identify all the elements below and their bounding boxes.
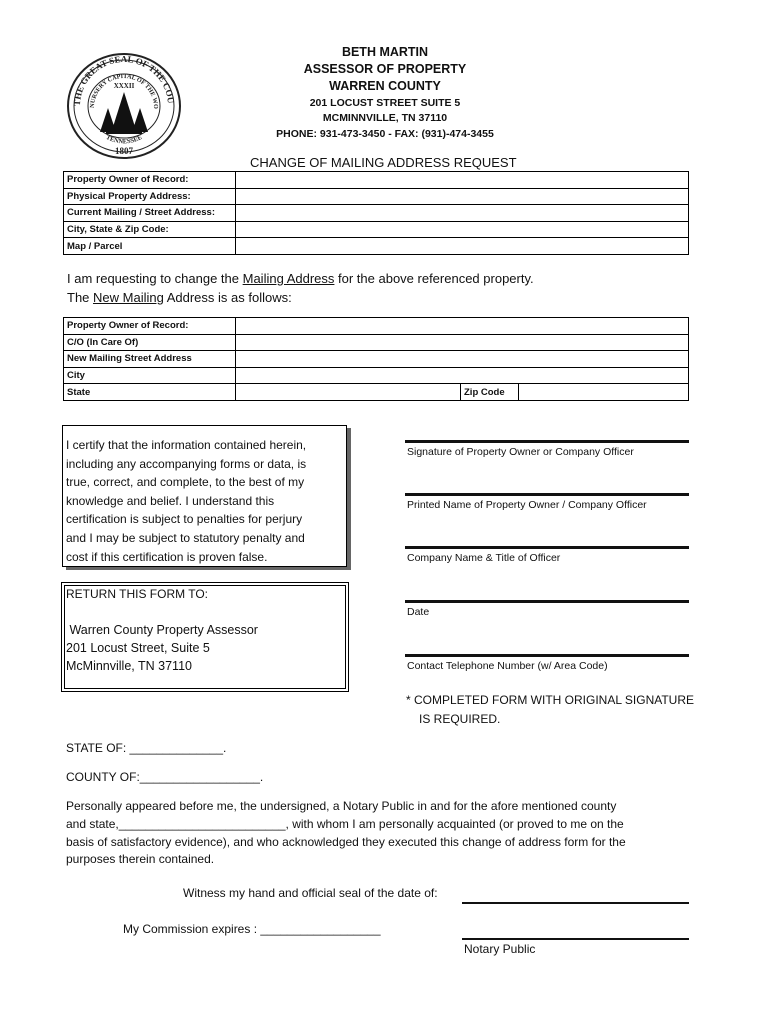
field-label: Physical Property Address: bbox=[64, 188, 236, 205]
cert-line: and I may be subject to statutory penalty and bbox=[66, 530, 305, 545]
mailing-address-emphasis: Mailing Address bbox=[242, 271, 335, 286]
field-input[interactable] bbox=[236, 318, 689, 335]
return-box-inner bbox=[64, 585, 346, 689]
request-text: for the above referenced property. bbox=[334, 271, 534, 286]
return-line-3: McMinnville, TN 37110 bbox=[66, 659, 192, 673]
office-street: 201 LOCUST STREET SUITE 5 bbox=[309, 97, 461, 109]
return-line-1: Warren County Property Assessor bbox=[66, 623, 258, 637]
notary-public-label: Notary Public bbox=[464, 942, 536, 956]
company-title-label: Company Name & Title of Officer bbox=[407, 552, 561, 564]
cert-line: knowledge and belief. I understand this bbox=[66, 493, 275, 508]
notice-line-1: * COMPLETED FORM WITH ORIGINAL SIGNATURE bbox=[406, 693, 695, 707]
field-label: State bbox=[64, 384, 236, 401]
certification-box bbox=[62, 425, 347, 567]
field-label: Map / Parcel bbox=[64, 238, 236, 255]
request-text: The bbox=[67, 290, 94, 305]
request-text: Address is as follows: bbox=[163, 290, 292, 305]
field-label: City bbox=[64, 367, 236, 384]
printed-name-line[interactable] bbox=[405, 493, 689, 496]
state-input[interactable] bbox=[236, 384, 461, 401]
new-address-table bbox=[63, 317, 689, 401]
field-label: City, State & Zip Code: bbox=[64, 221, 236, 238]
request-line-1 bbox=[67, 271, 534, 286]
zip-input[interactable] bbox=[519, 384, 689, 401]
field-input[interactable] bbox=[236, 221, 689, 238]
assessor-name: BETH MARTIN bbox=[341, 45, 429, 59]
commission-expires: My Commission expires : __________________ bbox=[123, 922, 381, 936]
field-input[interactable] bbox=[236, 351, 689, 368]
notary-signature-line[interactable] bbox=[462, 938, 689, 940]
request-text: I am requesting to change the bbox=[67, 271, 243, 286]
cert-line: cost if this certification is proven false. bbox=[66, 549, 268, 564]
field-input[interactable] bbox=[236, 188, 689, 205]
table-row bbox=[64, 384, 689, 401]
table-row bbox=[64, 318, 689, 335]
seal-outer-text: THE GREAT SEAL OF THE COU bbox=[71, 53, 176, 107]
table-row bbox=[64, 172, 689, 189]
new-mailing-emphasis: New Mailing bbox=[93, 290, 164, 305]
form-title: CHANGE OF MAILING ADDRESS REQUEST bbox=[250, 155, 517, 170]
seal-state: TENNESSEE bbox=[104, 133, 144, 146]
cert-line: certification is subject to penalties for perjury bbox=[66, 512, 303, 527]
office-city: MCMINNVILLE, TN 37110 bbox=[322, 112, 448, 124]
table-row bbox=[64, 188, 689, 205]
seal-inner-text: NURSERY CAPITAL OF THE WO bbox=[88, 72, 160, 110]
return-box bbox=[61, 582, 349, 692]
notary-paragraph-3: basis of satisfactory evidence), and who acknowledged they executed this change of address form for the bbox=[66, 835, 626, 849]
notary-paragraph-2: and state,_________________________, with whom I am personally acquainted (or proved to me on the bbox=[66, 817, 624, 831]
table-row bbox=[64, 221, 689, 238]
office-phone: PHONE: 931-473-3450 - FAX: (931)-474-3455 bbox=[276, 128, 494, 140]
request-line-2 bbox=[67, 290, 292, 305]
assessor-county: WARREN COUNTY bbox=[329, 79, 441, 93]
zip-label: Zip Code bbox=[461, 384, 519, 401]
phone-line[interactable] bbox=[405, 654, 689, 657]
field-input[interactable] bbox=[236, 172, 689, 189]
field-label: C/O (In Care Of) bbox=[64, 334, 236, 351]
table-row bbox=[64, 334, 689, 351]
signature-line[interactable] bbox=[405, 440, 689, 443]
field-label: Property Owner of Record: bbox=[64, 172, 236, 189]
field-input[interactable] bbox=[236, 238, 689, 255]
field-input[interactable] bbox=[236, 205, 689, 222]
cert-line: true, correct, and complete, to the best of my bbox=[66, 475, 305, 490]
date-line[interactable] bbox=[405, 600, 689, 603]
assessor-office: ASSESSOR OF PROPERTY bbox=[303, 62, 467, 76]
seal-year: 1807 bbox=[115, 146, 133, 156]
cert-line: including any accompanying forms or data, is bbox=[66, 456, 307, 471]
return-title: RETURN THIS FORM TO: bbox=[66, 587, 209, 601]
return-line-2: 201 Locust Street, Suite 5 bbox=[66, 641, 210, 655]
table-row bbox=[64, 367, 689, 384]
signature-label: Signature of Property Owner or Company Officer bbox=[407, 446, 634, 458]
notary-county: COUNTY OF:__________________. bbox=[66, 770, 264, 784]
witness-text: Witness my hand and official seal of the date of: bbox=[183, 886, 438, 900]
notary-state: STATE OF: ______________. bbox=[66, 741, 227, 755]
company-title-line[interactable] bbox=[405, 546, 689, 549]
printed-name-label: Printed Name of Property Owner / Company Officer bbox=[407, 499, 647, 511]
field-input[interactable] bbox=[236, 367, 689, 384]
current-info-table bbox=[63, 171, 689, 255]
table-row bbox=[64, 205, 689, 222]
field-label: New Mailing Street Address bbox=[64, 351, 236, 368]
table-row bbox=[64, 351, 689, 368]
date-label: Date bbox=[407, 606, 430, 618]
notary-paragraph-4: purposes therein contained. bbox=[66, 852, 215, 866]
table-row bbox=[64, 238, 689, 255]
field-label: Property Owner of Record: bbox=[64, 318, 236, 335]
witness-date-line[interactable] bbox=[462, 902, 689, 904]
phone-label: Contact Telephone Number (w/ Area Code) bbox=[407, 660, 608, 672]
notary-paragraph-1: Personally appeared before me, the undersigned, a Notary Public in and for the afore mentioned county bbox=[66, 799, 617, 813]
certification-text bbox=[66, 436, 306, 566]
seal-numeral: XXXII bbox=[113, 82, 135, 90]
cert-line: I certify that the information contained herein, bbox=[66, 438, 307, 452]
field-label: Current Mailing / Street Address: bbox=[64, 205, 236, 222]
field-input[interactable] bbox=[236, 334, 689, 351]
notice-line-2: IS REQUIRED. bbox=[419, 712, 501, 726]
